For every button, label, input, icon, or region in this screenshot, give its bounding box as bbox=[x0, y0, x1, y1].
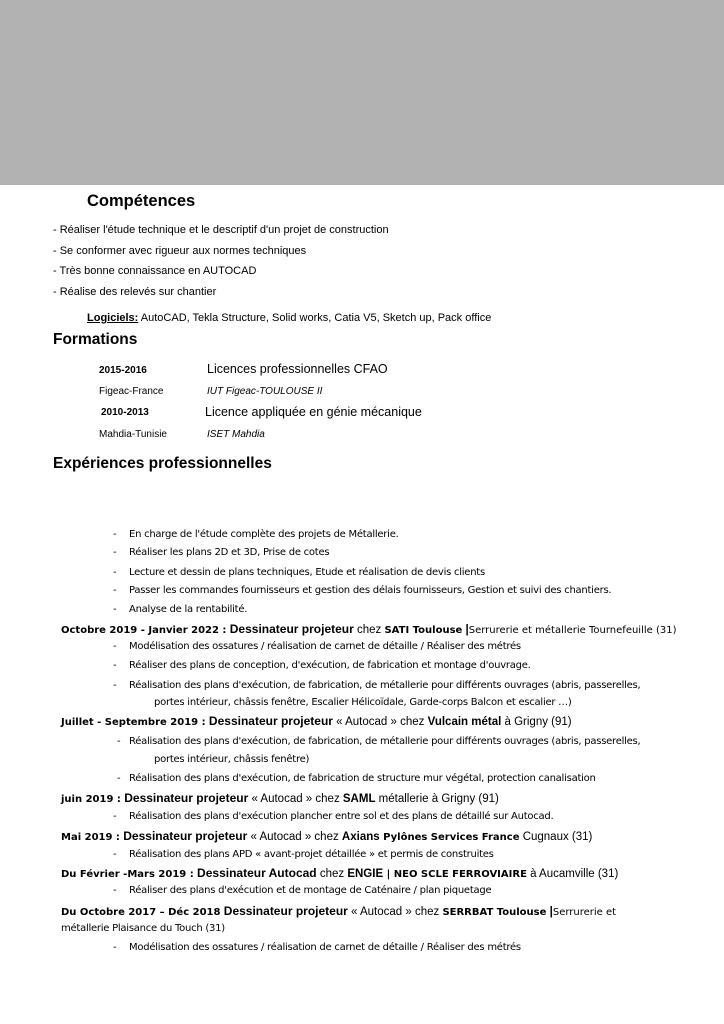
bullet-dash: - bbox=[113, 585, 117, 596]
list-item-continuation: portes intérieur, châssis fenêtre) bbox=[154, 754, 310, 765]
bullet-dash: - bbox=[113, 641, 117, 652]
job-header: Octobre 2019 - Janvier 2022 : Dessinateur projeteur chez SATI Toulouse |Serrurerie et métallerie Tournefeuille (31) bbox=[61, 622, 677, 636]
header-band bbox=[0, 0, 724, 185]
bullet-dash: - bbox=[113, 680, 117, 691]
list-item-continuation: portes intérieur, châssis fenêtre, Escalier Hélicoïdale, Garde-corps Balcon et escalier …) bbox=[154, 697, 572, 708]
bullet-dash: - bbox=[113, 547, 117, 558]
list-item: - Réaliser des plans de conception, d'exécution, de fabrication et montage d'ouvrage. bbox=[113, 660, 531, 671]
skill-item: - Se conformer avec rigueur aux normes techniques bbox=[53, 245, 307, 257]
formation-years: 2015-2016 bbox=[99, 365, 147, 376]
job-header: Du Octobre 2017 – Déc 2018 Dessinateur projeteur « Autocad » chez SERRBAT Toulouse |Serrurerie et bbox=[61, 904, 617, 918]
list-item: - Réaliser des plans d'exécution et de montage de Caténaire / plan piquetage bbox=[113, 885, 492, 896]
logiciels-value: AutoCAD, Tekla Structure, Solid works, Catia V5, Sketch up, Pack office bbox=[138, 312, 492, 324]
skill-item: - Réaliser l'étude technique et le descriptif d'un projet de construction bbox=[53, 224, 389, 236]
formation-title: Licence appliquée en génie mécanique bbox=[205, 405, 422, 419]
bullet-dash: - bbox=[113, 660, 117, 671]
logiciels-line bbox=[87, 312, 491, 324]
list-item: - Passer les commandes fournisseurs et gestion des délais fournisseurs, Gestion et suivi des chantiers. bbox=[113, 585, 612, 596]
job-details-continuation: métallerie Plaisance du Touch (31) bbox=[61, 923, 225, 934]
bullet-dash: - bbox=[113, 885, 117, 896]
formation-location: Mahdia-Tunisie bbox=[99, 429, 167, 440]
list-item: - Réalisation des plans APD « avant-projet détaillée » et permis de construites bbox=[113, 849, 494, 860]
experiences-heading: Expériences professionnelles bbox=[53, 455, 272, 472]
list-item: - En charge de l'étude complète des projets de Métallerie. bbox=[113, 529, 399, 540]
competences-heading: Compétences bbox=[87, 192, 196, 210]
job-header: Mai 2019 : Dessinateur projeteur « Autocad » chez Axians Pylônes Services France Cugnaux (31) bbox=[61, 829, 593, 843]
job-header: Du Février -Mars 2019 : Dessinateur Autocad chez ENGIE | NEO SCLE FERROVIAIRE à Aucamville (31) bbox=[61, 866, 619, 880]
bullet-dash: - bbox=[117, 736, 121, 747]
list-item: - Réaliser les plans 2D et 3D, Prise de cotes bbox=[113, 547, 330, 558]
skill-item: - Réalise des relevés sur chantier bbox=[53, 286, 217, 298]
bullet-dash: - bbox=[113, 942, 117, 953]
job-header: juin 2019 : Dessinateur projeteur « Autocad » chez SAML métallerie à Grigny (91) bbox=[61, 791, 499, 805]
list-item: - Réalisation des plans d'exécution, de fabrication, de métallerie pour différents ouvrages (abris, passerelles, bbox=[113, 680, 641, 691]
bullet-dash: - bbox=[113, 604, 117, 615]
list-item: - Réalisation des plans d'exécution, de fabrication de structure mur végétal, protection canalisation bbox=[117, 773, 596, 784]
bullet-dash: - bbox=[113, 529, 117, 540]
bullet-dash: - bbox=[113, 849, 117, 860]
formation-title: Licences professionnelles CFAO bbox=[207, 362, 388, 376]
bullet-dash: - bbox=[113, 567, 117, 578]
list-item: - Modélisation des ossatures / réalisation de carnet de détaille / Réaliser des métrés bbox=[113, 641, 521, 652]
list-item: - Analyse de la rentabilité. bbox=[113, 604, 248, 615]
list-item: - Réalisation des plans d'exécution plancher entre sol et des plans de détaillé sur Autocad. bbox=[113, 811, 554, 822]
formation-school: ISET Mahdia bbox=[207, 429, 265, 440]
formation-years: 2010-2013 bbox=[101, 407, 149, 418]
bullet-dash: - bbox=[117, 773, 121, 784]
list-item: - Réalisation des plans d'exécution, de fabrication, de métallerie pour différents ouvrages (abris, passerelles, bbox=[117, 736, 641, 747]
list-item: - Lecture et dessin de plans techniques, Etude et réalisation de devis clients bbox=[113, 567, 485, 578]
formation-school: IUT Figeac-TOULOUSE II bbox=[207, 386, 323, 397]
formation-location: Figeac-France bbox=[99, 386, 164, 397]
formations-heading: Formations bbox=[53, 331, 138, 348]
bullet-dash: - bbox=[113, 811, 117, 822]
job-header: Juillet - Septembre 2019 : Dessinateur projeteur « Autocad » chez Vulcain métal à Grigny (91) bbox=[61, 714, 572, 728]
skill-item: - Très bonne connaissance en AUTOCAD bbox=[53, 265, 257, 277]
list-item: - Modélisation des ossatures / réalisation de carnet de détaille / Réaliser des métrés bbox=[113, 942, 521, 953]
logiciels-label: Logiciels: bbox=[87, 312, 139, 324]
